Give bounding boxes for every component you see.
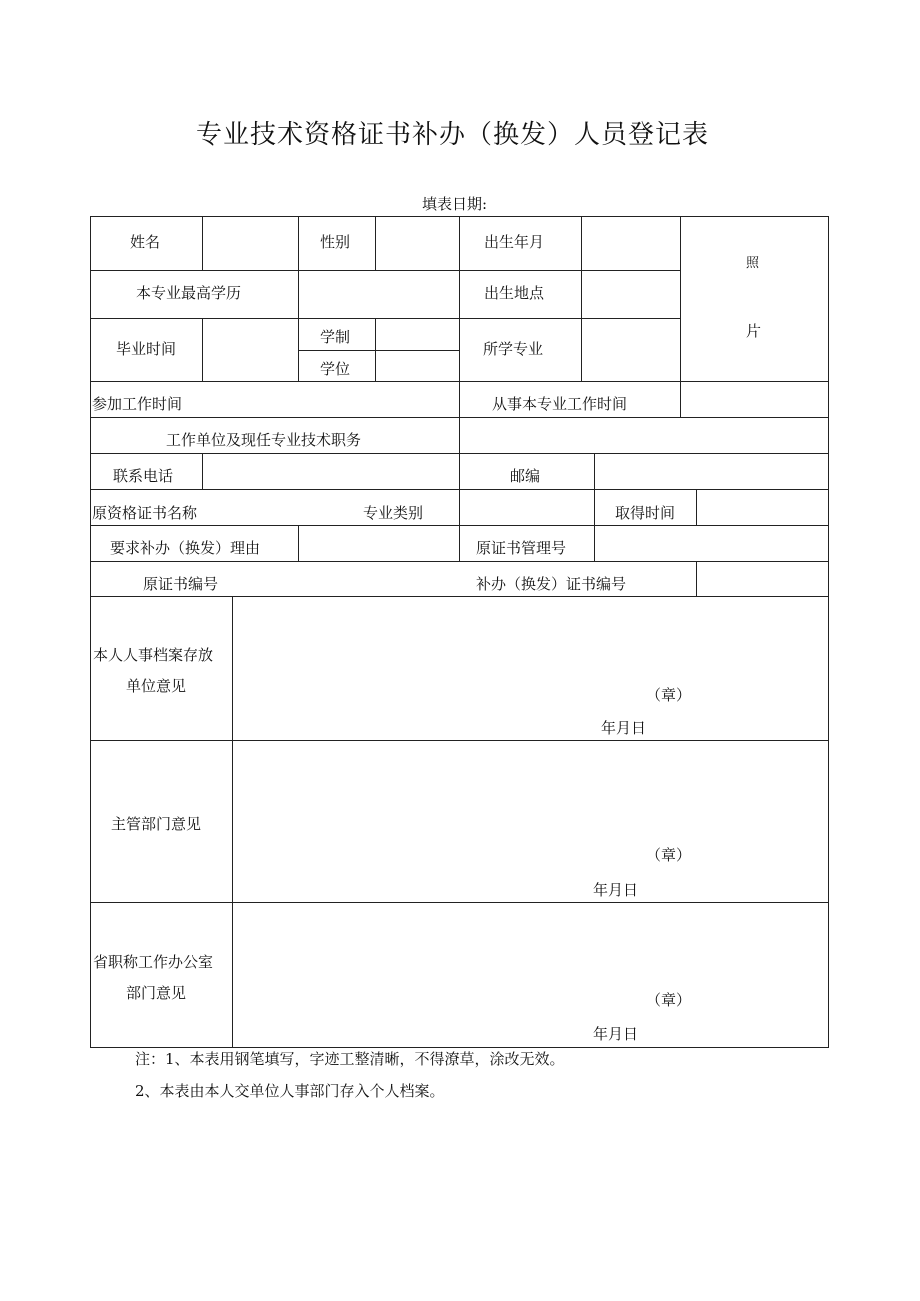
col-line: [459, 216, 460, 382]
grad-time-value-cell[interactable]: [203, 319, 298, 381]
school-system-label: 学制: [320, 328, 351, 346]
degree-label: 学位: [320, 360, 351, 378]
major-value-cell[interactable]: [582, 319, 680, 381]
degree-value-cell[interactable]: [376, 351, 459, 381]
opinion-2-seal: （章）: [646, 846, 692, 864]
birth-label: 出生年月: [484, 233, 545, 251]
photo-label-2: 片: [746, 322, 762, 340]
col-line: [459, 525, 460, 562]
gender-label: 性别: [320, 233, 351, 251]
birth-value-cell[interactable]: [582, 217, 680, 270]
opinion-3-label-line2: 部门意见: [126, 984, 187, 1002]
employer-title-label: 工作单位及现任专业技术职务: [166, 431, 362, 449]
reason-value-cell[interactable]: [299, 526, 459, 561]
education-label: 本专业最高学历: [136, 284, 242, 302]
opinion-2-value-cell[interactable]: [233, 741, 828, 902]
obtain-time-label: 取得时间: [615, 504, 676, 522]
major-label: 所学专业: [483, 340, 544, 358]
work-start-label: 参加工作时间: [92, 395, 183, 413]
phone-value-cell[interactable]: [203, 454, 459, 489]
school-system-value-cell[interactable]: [376, 319, 459, 350]
note-2: 2、本表由本人交单位人事部门存入个人档案。: [135, 1082, 445, 1100]
gender-value-cell[interactable]: [376, 217, 459, 270]
opinion-1-date: 年月日: [601, 719, 647, 737]
specialty-label: 专业类别: [363, 504, 424, 522]
table-border-bottom: [90, 1047, 829, 1048]
photo-cell[interactable]: [681, 217, 828, 381]
employer-title-value-cell[interactable]: [460, 418, 828, 453]
page-title: 专业技术资格证书补办（换发）人员登记表: [196, 120, 710, 150]
col-line: [459, 453, 460, 490]
opinion-1-value-cell[interactable]: [233, 597, 828, 740]
table-border-left: [90, 216, 91, 1048]
phone-label: 联系电话: [113, 467, 174, 485]
new-cert-no-value-cell[interactable]: [697, 562, 828, 596]
opinion-3-seal: （章）: [646, 991, 692, 1009]
table-border-right: [828, 216, 829, 1048]
new-cert-no-label: 补办（换发）证书编号: [476, 575, 627, 593]
opinion-3-label-line1: 省职称工作办公室: [93, 953, 214, 971]
specialty-value-cell[interactable]: [460, 490, 594, 525]
opinion-2-date: 年月日: [593, 881, 639, 899]
fill-date-label: 填表日期:: [422, 195, 488, 213]
grad-time-label: 毕业时间: [116, 340, 177, 358]
opinion-3-date: 年月日: [593, 1025, 639, 1043]
postcode-value-cell[interactable]: [595, 454, 828, 489]
opinion-3-value-cell[interactable]: [233, 903, 828, 1047]
pro-work-time-label: 从事本专业工作时间: [492, 395, 628, 413]
note-1: 注：1、本表用钢笔填写，字迹工整清晰，不得潦草，涂改无效。: [135, 1050, 565, 1068]
opinion-1-label-line2: 单位意见: [126, 677, 187, 695]
opinion-1-seal: （章）: [646, 686, 692, 704]
postcode-label: 邮编: [510, 467, 541, 485]
opinion-2-label: 主管部门意见: [111, 815, 202, 833]
orig-cert-mgmt-value-cell[interactable]: [595, 526, 828, 561]
name-value-cell[interactable]: [203, 217, 298, 270]
name-label: 姓名: [130, 233, 161, 251]
reason-label: 要求补办（换发）理由: [110, 539, 261, 557]
education-value-cell[interactable]: [299, 271, 459, 318]
col-line: [594, 489, 595, 526]
orig-cert-mgmt-label: 原证书管理号: [476, 539, 567, 557]
opinion-1-label-line1: 本人人事档案存放: [93, 646, 214, 664]
birthplace-label: 出生地点: [484, 284, 545, 302]
orig-cert-name-label: 原资格证书名称: [92, 504, 198, 522]
col-line: [459, 381, 460, 418]
pro-work-time-value-cell[interactable]: [681, 382, 828, 417]
birthplace-value-cell[interactable]: [582, 271, 680, 318]
obtain-time-value-cell[interactable]: [697, 490, 828, 525]
photo-label-1: 照: [746, 256, 760, 271]
orig-cert-no-label: 原证书编号: [143, 575, 219, 593]
